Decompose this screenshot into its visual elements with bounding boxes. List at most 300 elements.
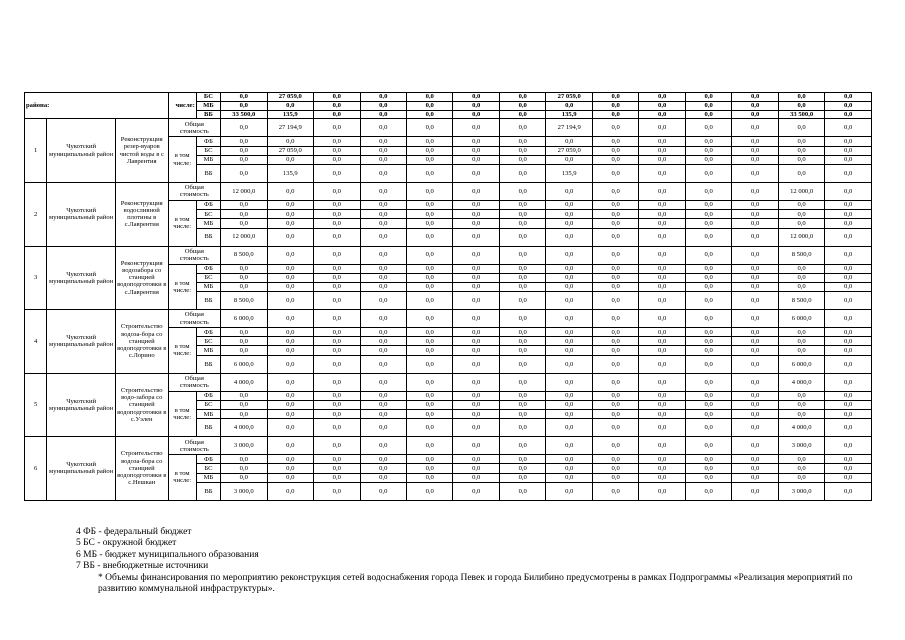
value-cell: 0,0 xyxy=(639,437,685,455)
value-cell: 0,0 xyxy=(732,482,778,500)
value-cell: 0,0 xyxy=(592,155,638,164)
value-cell: 0,0 xyxy=(499,101,545,110)
value-cell: 0,0 xyxy=(267,337,313,346)
value-cell: 0,0 xyxy=(732,473,778,482)
value-cell: 0,0 xyxy=(546,391,592,400)
value-cell: 0,0 xyxy=(314,282,360,291)
value-cell: 0,0 xyxy=(407,355,453,373)
value-cell: 0,0 xyxy=(267,464,313,473)
value-cell: 0,0 xyxy=(360,419,406,437)
value-cell: 0,0 xyxy=(453,93,499,102)
value-cell: 0,0 xyxy=(778,282,824,291)
value-cell: 0,0 xyxy=(592,219,638,228)
value-cell: 0,0 xyxy=(825,400,872,409)
value-cell: 4 000,0 xyxy=(221,373,267,391)
value-cell: 0,0 xyxy=(825,101,872,110)
value-cell: 0,0 xyxy=(639,373,685,391)
value-cell: 0,0 xyxy=(499,337,545,346)
value-cell: 0,0 xyxy=(499,119,545,137)
value-cell: 0,0 xyxy=(685,473,731,482)
value-cell: 0,0 xyxy=(360,346,406,355)
value-cell: 0,0 xyxy=(499,164,545,182)
value-cell: 0,0 xyxy=(546,419,592,437)
value-cell: 0,0 xyxy=(825,264,872,273)
value-cell: 0,0 xyxy=(499,200,545,209)
value-cell: 0,0 xyxy=(639,346,685,355)
value-cell: 0,0 xyxy=(267,310,313,328)
value-cell: 0,0 xyxy=(685,110,731,119)
notes-block xyxy=(76,527,888,595)
funding-type: ФБ xyxy=(196,391,220,400)
project-name: Реконструкция резер-вуаров чистой воды в с Лаврентия xyxy=(115,119,168,183)
value-cell: 0,0 xyxy=(825,228,872,246)
value-cell: 0,0 xyxy=(221,164,267,182)
value-cell: 0,0 xyxy=(732,119,778,137)
value-cell: 0,0 xyxy=(778,155,824,164)
value-cell: 0,0 xyxy=(778,464,824,473)
value-cell: 135,9 xyxy=(546,110,592,119)
value-cell: 0,0 xyxy=(546,246,592,264)
value-cell: 0,0 xyxy=(314,355,360,373)
value-cell: 0,0 xyxy=(732,292,778,310)
value-cell: 0,0 xyxy=(825,155,872,164)
value-cell: 0,0 xyxy=(592,464,638,473)
project-number: 6 xyxy=(25,437,47,501)
value-cell: 0,0 xyxy=(407,328,453,337)
value-cell: 0,0 xyxy=(825,182,872,200)
value-cell: 0,0 xyxy=(453,437,499,455)
value-cell: 0,0 xyxy=(267,328,313,337)
value-cell: 0,0 xyxy=(825,464,872,473)
value-cell: 0,0 xyxy=(639,101,685,110)
value-cell: 0,0 xyxy=(360,437,406,455)
value-cell: 0,0 xyxy=(639,473,685,482)
value-cell: 0,0 xyxy=(639,282,685,291)
value-cell: 0,0 xyxy=(778,337,824,346)
value-cell: 135,9 xyxy=(267,164,313,182)
value-cell: 0,0 xyxy=(499,292,545,310)
value-cell: 0,0 xyxy=(685,437,731,455)
value-cell: 0,0 xyxy=(499,137,545,146)
value-cell: 0,0 xyxy=(546,310,592,328)
project-number: 4 xyxy=(25,310,47,374)
value-cell: 0,0 xyxy=(407,292,453,310)
note-mb: 6 МБ - бюджет муниципального образования xyxy=(76,549,259,560)
value-cell: 0,0 xyxy=(407,310,453,328)
value-cell: 0,0 xyxy=(825,146,872,155)
value-cell: 0,0 xyxy=(732,310,778,328)
value-cell: 0,0 xyxy=(360,93,406,102)
value-cell: 0,0 xyxy=(314,337,360,346)
value-cell: 0,0 xyxy=(825,137,872,146)
value-cell: 0,0 xyxy=(546,455,592,464)
value-cell: 0,0 xyxy=(314,182,360,200)
value-cell: 0,0 xyxy=(639,419,685,437)
value-cell: 0,0 xyxy=(314,419,360,437)
value-cell: 0,0 xyxy=(407,228,453,246)
value-cell: 0,0 xyxy=(407,337,453,346)
value-cell: 0,0 xyxy=(499,410,545,419)
value-cell: 0,0 xyxy=(314,264,360,273)
funding-type: ФБ xyxy=(196,455,220,464)
value-cell: 0,0 xyxy=(685,292,731,310)
value-cell: 0,0 xyxy=(592,419,638,437)
value-cell: 0,0 xyxy=(360,473,406,482)
value-cell: 0,0 xyxy=(825,455,872,464)
value-cell: 0,0 xyxy=(825,119,872,137)
funding-type: МБ xyxy=(196,101,220,110)
value-cell: 3 000,0 xyxy=(778,482,824,500)
value-cell: 0,0 xyxy=(732,464,778,473)
value-cell: 0,0 xyxy=(267,355,313,373)
value-cell: 0,0 xyxy=(360,246,406,264)
value-cell: 0,0 xyxy=(732,346,778,355)
value-cell: 0,0 xyxy=(499,146,545,155)
value-cell: 6 000,0 xyxy=(778,310,824,328)
value-cell: 0,0 xyxy=(732,273,778,282)
value-cell: 0,0 xyxy=(314,164,360,182)
value-cell: 0,0 xyxy=(407,146,453,155)
value-cell: 0,0 xyxy=(685,282,731,291)
value-cell: 0,0 xyxy=(453,210,499,219)
value-cell: 0,0 xyxy=(639,273,685,282)
value-cell: 0,0 xyxy=(732,228,778,246)
value-cell: 0,0 xyxy=(360,137,406,146)
value-cell: 0,0 xyxy=(825,310,872,328)
project-district: Чукотский муниципальный район xyxy=(47,182,116,246)
value-cell: 0,0 xyxy=(267,200,313,209)
value-cell: 0,0 xyxy=(685,482,731,500)
value-cell: 0,0 xyxy=(778,119,824,137)
value-cell: 0,0 xyxy=(267,228,313,246)
value-cell: 0,0 xyxy=(407,455,453,464)
value-cell: 0,0 xyxy=(314,391,360,400)
project-name: Реконструкция водозабора со станцией водоподготовки в с.Лаврентия xyxy=(115,246,168,310)
value-cell: 0,0 xyxy=(267,410,313,419)
value-cell: 0,0 xyxy=(592,473,638,482)
value-cell: 0,0 xyxy=(592,337,638,346)
value-cell: 0,0 xyxy=(314,292,360,310)
funding-type: МБ xyxy=(196,155,220,164)
value-cell: 0,0 xyxy=(546,219,592,228)
project-total-row xyxy=(25,182,872,200)
value-cell: 0,0 xyxy=(499,219,545,228)
value-cell: 0,0 xyxy=(639,482,685,500)
value-cell: 0,0 xyxy=(685,228,731,246)
value-cell: 0,0 xyxy=(825,93,872,102)
including-label: в том числе: xyxy=(168,455,196,501)
value-cell: 0,0 xyxy=(360,273,406,282)
value-cell: 0,0 xyxy=(499,328,545,337)
value-cell: 0,0 xyxy=(453,182,499,200)
value-cell: 0,0 xyxy=(639,337,685,346)
value-cell: 0,0 xyxy=(592,137,638,146)
project-total-row xyxy=(25,310,872,328)
value-cell: 0,0 xyxy=(360,264,406,273)
value-cell: 0,0 xyxy=(407,200,453,209)
project-district: Чукотский муниципальный район xyxy=(47,437,116,501)
including-label: в том числе: xyxy=(168,328,196,374)
value-cell: 3 000,0 xyxy=(221,482,267,500)
value-cell: 0,0 xyxy=(453,110,499,119)
value-cell: 0,0 xyxy=(499,464,545,473)
value-cell: 0,0 xyxy=(825,328,872,337)
value-cell: 4 000,0 xyxy=(778,373,824,391)
value-cell: 0,0 xyxy=(546,182,592,200)
including-label: в том числе: xyxy=(168,137,196,183)
value-cell: 0,0 xyxy=(453,282,499,291)
value-cell: 0,0 xyxy=(267,246,313,264)
value-cell: 0,0 xyxy=(778,164,824,182)
value-cell: 0,0 xyxy=(732,373,778,391)
value-cell: 0,0 xyxy=(499,210,545,219)
value-cell: 0,0 xyxy=(221,210,267,219)
value-cell: 0,0 xyxy=(267,273,313,282)
value-cell: 0,0 xyxy=(639,292,685,310)
value-cell: 0,0 xyxy=(778,200,824,209)
value-cell: 0,0 xyxy=(825,210,872,219)
value-cell: 27 059,0 xyxy=(267,93,313,102)
value-cell: 0,0 xyxy=(267,391,313,400)
value-cell: 0,0 xyxy=(267,373,313,391)
value-cell: 0,0 xyxy=(639,264,685,273)
value-cell: 8 500,0 xyxy=(221,246,267,264)
value-cell: 0,0 xyxy=(314,210,360,219)
value-cell: 0,0 xyxy=(360,373,406,391)
funding-type: ВБ xyxy=(196,419,220,437)
value-cell: 0,0 xyxy=(314,110,360,119)
project-number: 1 xyxy=(25,119,47,183)
note-fb: 4 ФБ - федеральный бюджет xyxy=(76,527,192,537)
value-cell: 0,0 xyxy=(778,455,824,464)
value-cell: 12 000,0 xyxy=(221,228,267,246)
value-cell: 0,0 xyxy=(221,93,267,102)
value-cell: 0,0 xyxy=(825,373,872,391)
value-cell: 0,0 xyxy=(592,482,638,500)
value-cell: 0,0 xyxy=(314,455,360,464)
funding-type: БС xyxy=(196,93,220,102)
value-cell: 0,0 xyxy=(592,328,638,337)
value-cell: 27 194,9 xyxy=(546,119,592,137)
value-cell: 0,0 xyxy=(639,137,685,146)
value-cell: 0,0 xyxy=(221,464,267,473)
value-cell: 0,0 xyxy=(499,93,545,102)
value-cell: 0,0 xyxy=(546,200,592,209)
value-cell: 0,0 xyxy=(360,328,406,337)
value-cell: 0,0 xyxy=(592,119,638,137)
value-cell: 135,9 xyxy=(546,164,592,182)
value-cell: 0,0 xyxy=(825,200,872,209)
value-cell: 0,0 xyxy=(360,391,406,400)
value-cell: 0,0 xyxy=(592,246,638,264)
value-cell: 0,0 xyxy=(453,337,499,346)
value-cell: 0,0 xyxy=(314,346,360,355)
value-cell: 0,0 xyxy=(221,200,267,209)
value-cell: 0,0 xyxy=(453,391,499,400)
value-cell: 0,0 xyxy=(360,355,406,373)
value-cell: 0,0 xyxy=(778,210,824,219)
value-cell: 0,0 xyxy=(407,282,453,291)
value-cell: 12 000,0 xyxy=(778,182,824,200)
value-cell: 0,0 xyxy=(732,400,778,409)
value-cell: 0,0 xyxy=(825,219,872,228)
value-cell: 0,0 xyxy=(360,400,406,409)
value-cell: 0,0 xyxy=(314,200,360,209)
value-cell: 0,0 xyxy=(499,246,545,264)
funding-type: ФБ xyxy=(196,328,220,337)
value-cell: 0,0 xyxy=(407,182,453,200)
value-cell: 0,0 xyxy=(825,337,872,346)
value-cell: 0,0 xyxy=(546,482,592,500)
value-cell: 0,0 xyxy=(360,310,406,328)
value-cell: 0,0 xyxy=(314,273,360,282)
value-cell: 0,0 xyxy=(407,219,453,228)
value-cell: 0,0 xyxy=(592,455,638,464)
value-cell: 0,0 xyxy=(499,400,545,409)
value-cell: 0,0 xyxy=(267,101,313,110)
value-cell: 0,0 xyxy=(732,146,778,155)
project-district: Чукотский муниципальный район xyxy=(47,310,116,374)
value-cell: 0,0 xyxy=(546,437,592,455)
value-cell: 0,0 xyxy=(685,337,731,346)
funding-type: ВБ xyxy=(196,355,220,373)
value-cell: 0,0 xyxy=(499,482,545,500)
value-cell: 0,0 xyxy=(778,400,824,409)
value-cell: 0,0 xyxy=(453,155,499,164)
value-cell: 0,0 xyxy=(685,119,731,137)
value-cell: 0,0 xyxy=(546,328,592,337)
value-cell: 0,0 xyxy=(499,182,545,200)
table-body xyxy=(25,93,872,501)
value-cell: 0,0 xyxy=(407,264,453,273)
value-cell: 0,0 xyxy=(314,410,360,419)
project-number: 2 xyxy=(25,182,47,246)
value-cell: 0,0 xyxy=(592,164,638,182)
value-cell: 0,0 xyxy=(267,219,313,228)
total-cost-label: Общая стоимость xyxy=(168,119,221,137)
value-cell: 0,0 xyxy=(685,146,731,155)
value-cell: 0,0 xyxy=(546,473,592,482)
value-cell: 12 000,0 xyxy=(221,182,267,200)
value-cell: 0,0 xyxy=(360,455,406,464)
including-label: в том числе: xyxy=(168,200,196,246)
value-cell: 0,0 xyxy=(732,200,778,209)
value-cell: 0,0 xyxy=(639,328,685,337)
value-cell: 0,0 xyxy=(685,400,731,409)
value-cell: 0,0 xyxy=(453,228,499,246)
value-cell: 0,0 xyxy=(453,292,499,310)
value-cell: 12 000,0 xyxy=(778,228,824,246)
value-cell: 0,0 xyxy=(778,410,824,419)
value-cell: 0,0 xyxy=(778,219,824,228)
value-cell: 0,0 xyxy=(825,282,872,291)
value-cell: 0,0 xyxy=(360,164,406,182)
summary-label: района: xyxy=(25,93,169,119)
value-cell: 0,0 xyxy=(685,264,731,273)
value-cell: 0,0 xyxy=(407,473,453,482)
value-cell: 0,0 xyxy=(592,355,638,373)
value-cell: 0,0 xyxy=(546,464,592,473)
value-cell: 0,0 xyxy=(221,410,267,419)
value-cell: 0,0 xyxy=(267,137,313,146)
value-cell: 0,0 xyxy=(732,164,778,182)
value-cell: 0,0 xyxy=(407,137,453,146)
value-cell: 0,0 xyxy=(639,93,685,102)
project-name: Строительство водоза-бора со станцией водоподготовки в с.Нешкан xyxy=(115,437,168,501)
value-cell: 0,0 xyxy=(407,410,453,419)
value-cell: 0,0 xyxy=(732,155,778,164)
value-cell: 0,0 xyxy=(407,246,453,264)
value-cell: 0,0 xyxy=(825,246,872,264)
value-cell: 0,0 xyxy=(267,437,313,455)
value-cell: 0,0 xyxy=(221,473,267,482)
funding-type: ВБ xyxy=(196,482,220,500)
value-cell: 0,0 xyxy=(267,419,313,437)
value-cell: 0,0 xyxy=(221,155,267,164)
project-district: Чукотский муниципальный район xyxy=(47,373,116,437)
value-cell: 135,9 xyxy=(267,110,313,119)
total-cost-label: Общая стоимость xyxy=(168,182,221,200)
value-cell: 0,0 xyxy=(314,146,360,155)
value-cell: 0,0 xyxy=(360,146,406,155)
value-cell: 0,0 xyxy=(685,310,731,328)
value-cell: 0,0 xyxy=(360,119,406,137)
value-cell: 0,0 xyxy=(407,93,453,102)
value-cell: 0,0 xyxy=(453,119,499,137)
funding-type: ВБ xyxy=(196,164,220,182)
funding-type: БС xyxy=(196,464,220,473)
value-cell: 8 500,0 xyxy=(778,292,824,310)
value-cell: 0,0 xyxy=(314,119,360,137)
value-cell: 0,0 xyxy=(407,155,453,164)
value-cell: 0,0 xyxy=(221,219,267,228)
value-cell: 0,0 xyxy=(314,482,360,500)
project-name: Строительство водо-забора со станцией водоподготовки в с.Уэлен xyxy=(115,373,168,437)
value-cell: 0,0 xyxy=(685,164,731,182)
value-cell: 0,0 xyxy=(499,437,545,455)
value-cell: 0,0 xyxy=(453,455,499,464)
value-cell: 0,0 xyxy=(685,464,731,473)
summary-incl-label: числе: xyxy=(168,93,196,119)
value-cell: 0,0 xyxy=(360,410,406,419)
value-cell: 0,0 xyxy=(639,391,685,400)
funding-type: МБ xyxy=(196,346,220,355)
value-cell: 0,0 xyxy=(267,282,313,291)
value-cell: 0,0 xyxy=(546,273,592,282)
value-cell: 0,0 xyxy=(592,373,638,391)
value-cell: 0,0 xyxy=(453,164,499,182)
funding-type: БС xyxy=(196,146,220,155)
value-cell: 0,0 xyxy=(360,200,406,209)
value-cell: 0,0 xyxy=(267,182,313,200)
value-cell: 0,0 xyxy=(546,400,592,409)
value-cell: 0,0 xyxy=(546,292,592,310)
value-cell: 0,0 xyxy=(453,355,499,373)
value-cell: 0,0 xyxy=(407,482,453,500)
total-cost-label: Общая стоимость xyxy=(168,246,221,264)
value-cell: 3 000,0 xyxy=(221,437,267,455)
value-cell: 0,0 xyxy=(221,146,267,155)
value-cell: 0,0 xyxy=(267,264,313,273)
value-cell: 0,0 xyxy=(407,101,453,110)
value-cell: 0,0 xyxy=(546,228,592,246)
value-cell: 0,0 xyxy=(825,346,872,355)
value-cell: 27 194,9 xyxy=(267,119,313,137)
value-cell: 0,0 xyxy=(453,146,499,155)
value-cell: 0,0 xyxy=(639,410,685,419)
value-cell: 0,0 xyxy=(825,164,872,182)
value-cell: 0,0 xyxy=(732,264,778,273)
